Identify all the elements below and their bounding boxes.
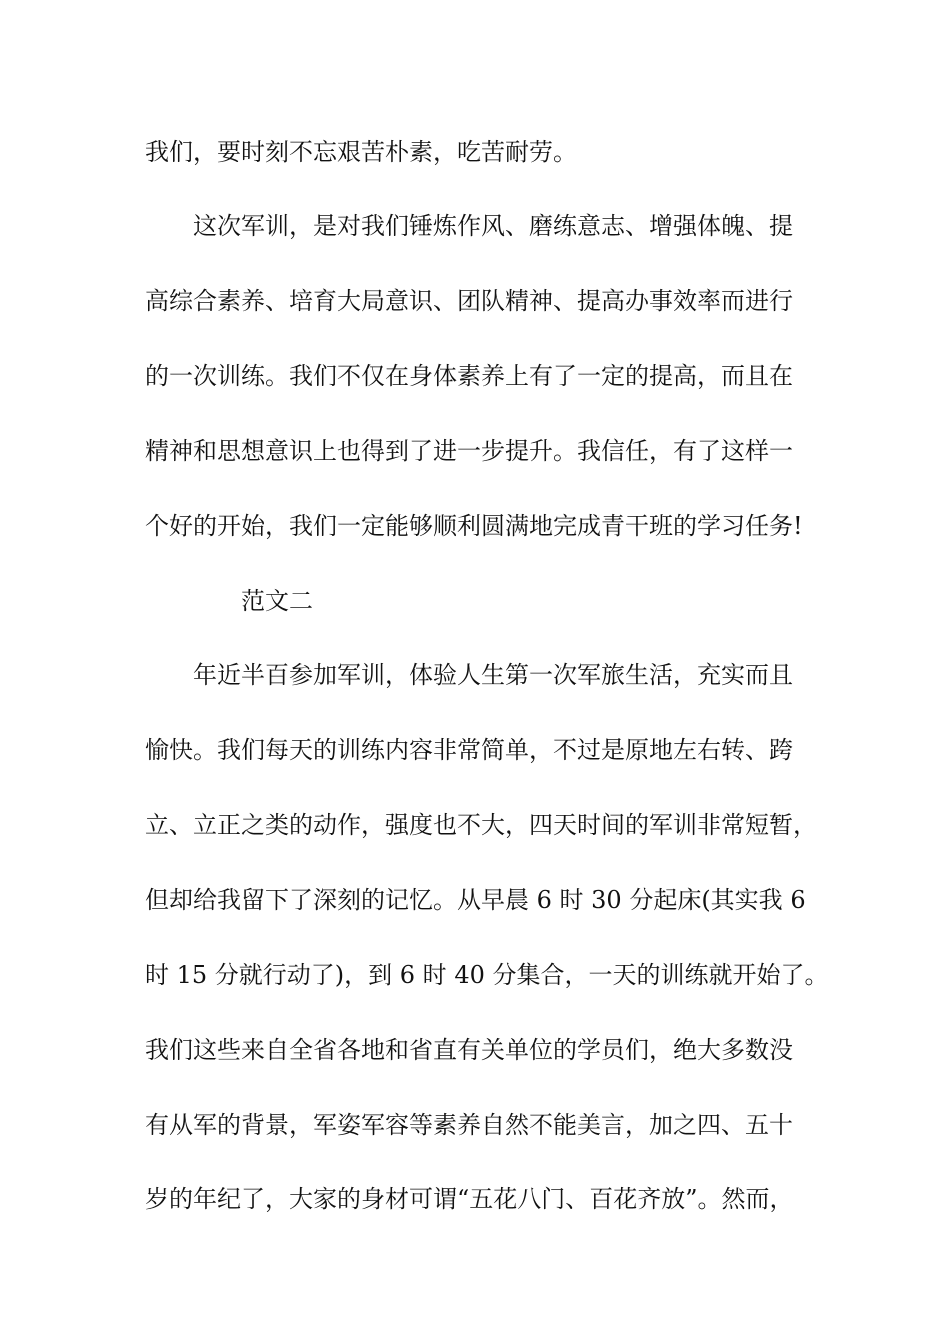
text-line: 我们，要时刻不忘艰苦朴素，吃苦耐劳。 [145, 138, 577, 166]
paragraph-start-line: 年近半百参加军训，体验人生第一次军旅生活，充实而且 [193, 661, 793, 689]
text-line: 精神和思想意识上也得到了进一步提升。我信任，有了这样一 [145, 437, 793, 465]
text-line: 时 15 分就行动了)，到 6 时 40 分集合，一天的训练就开始了。 [145, 961, 829, 989]
paragraph-start-line: 这次军训，是对我们锤炼作风、磨练意志、增强体魄、提 [193, 212, 793, 240]
text-line: 高综合素养、培育大局意识、团队精神、提高办事效率而进行 [145, 287, 793, 315]
text-line: 个好的开始，我们一定能够顺利圆满地完成青干班的学习任务! [145, 512, 803, 540]
text-line: 的一次训练。我们不仅在身体素养上有了一定的提高，而且在 [145, 362, 793, 390]
section-heading: 范文二 [241, 587, 313, 615]
text-line: 立、立正之类的动作，强度也不大，四天时间的军训非常短暂， [145, 811, 817, 839]
text-line: 愉快。我们每天的训练内容非常简单，不过是原地左右转、跨 [145, 736, 793, 764]
text-line: 但却给我留下了深刻的记忆。从早晨 6 时 30 分起床(其实我 6 [145, 886, 806, 914]
text-line: 我们这些来自全省各地和省直有关单位的学员们，绝大多数没 [145, 1036, 793, 1064]
text-line: 有从军的背景，军姿军容等素养自然不能美言，加之四、五十 [145, 1111, 793, 1139]
text-line: 岁的年纪了，大家的身材可谓“五花八门、百花齐放”。然而， [145, 1185, 794, 1213]
